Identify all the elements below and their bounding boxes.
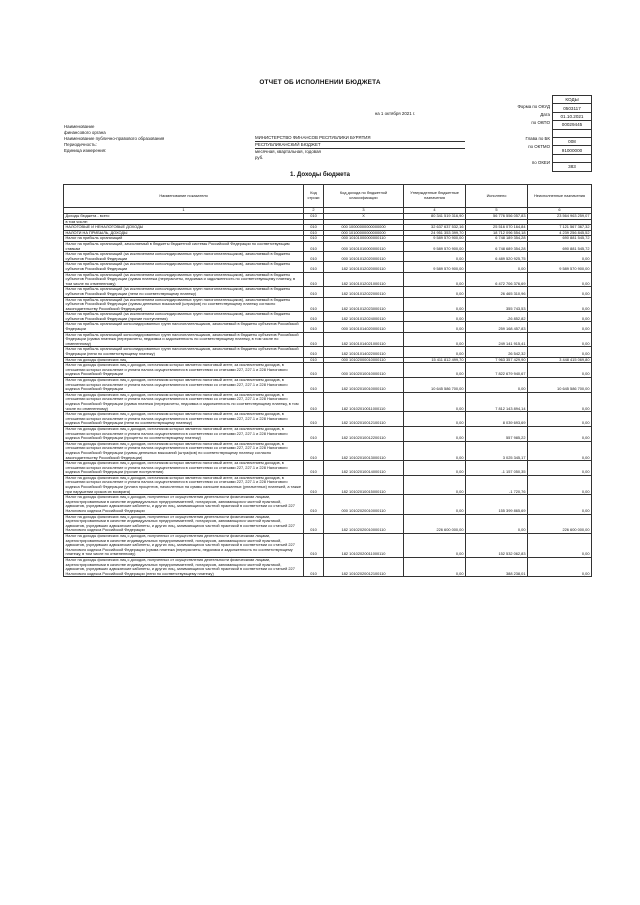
cell-line: 010 [304, 461, 324, 476]
cell-code: 000 10101014020000110 [324, 322, 404, 332]
cell-name: Налог на доходы физических лиц с доходов, полученных от осуществления деятельности физическими лицами, зарегистрированными в качестве индивидуальных предпринимателей, нотариусов, занимающихся частной практикой, адвокатов, учредивших адвокатские кабинеты, и других лиц, занимающихся частной практикой в соответствии со статьей 227 Налогового кодекса Российской Федерации (сумма платежа (перерасчеты, недоимка и задолженность по соответствующему платежу, в том числе по отмененному) [64, 534, 304, 558]
cell-approved: 0,00 [404, 426, 466, 441]
table-row [64, 241, 592, 251]
header-value: РЕСПУБЛИКАНСКИЙ БЮДЖЕТ [255, 142, 465, 149]
cell-line: 010 [304, 534, 324, 558]
table-row [64, 426, 592, 441]
cell-rest: 0,00 [528, 441, 592, 460]
cell-line: 010 [304, 272, 324, 287]
cell-name: Налог на прибыль организаций консолидированных групп налогоплательщиков, зачисляемый в бюджеты субъектов Российской Федерации (пени по соответствующему платежу) [64, 347, 304, 357]
header-value: МИНИСТЕРСТВО ФИНАНСОВ РЕСПУБЛИКИ БУРЯТИЯ [255, 135, 465, 142]
cell-code: 182 10101012022000110 [324, 287, 404, 297]
cell-code: 000 10101000000000110 [324, 236, 404, 242]
cell-done: 8 039 693,69 [466, 412, 528, 427]
table-row [64, 412, 592, 427]
table-row [64, 297, 592, 312]
cell-done: 6 748 689 354,28 [466, 241, 528, 251]
cell-rest: 0,00 [528, 363, 592, 378]
cell-approved: 9 589 570 900,00 [404, 262, 466, 272]
cell-code: 000 10000000000000000 [324, 225, 404, 231]
cell-line: 010 [304, 322, 324, 332]
cell-code: 182 10102010014000110 [324, 461, 404, 476]
cell-done: 6 472 706 376,69 [466, 272, 528, 287]
cell-code: X [324, 214, 404, 220]
cell-approved: 10 645 586 700,00 [404, 378, 466, 393]
cell-code: 000 10102000010000110 [324, 357, 404, 363]
cell-code: 182 10102010012200110 [324, 426, 404, 441]
table-row [64, 272, 592, 287]
cell-approved: 24 951 353 399,70 [404, 230, 466, 236]
cell-line: 010 [304, 357, 324, 363]
cell-name: НАЛОГОВЫЕ И НЕНАЛОГОВЫЕ ДОХОДЫ [64, 225, 304, 231]
cell-rest: 690 881 545,72 [528, 236, 592, 242]
table-row [64, 322, 592, 332]
index-cell: 2 [304, 208, 324, 214]
code-label [470, 95, 550, 103]
cell-done: -1 720,76 [466, 475, 528, 494]
table-row [64, 441, 592, 460]
index-cell: 5 [466, 208, 528, 214]
cell-code: 182 10101012023000110 [324, 297, 404, 312]
cell-line: 010 [304, 241, 324, 251]
cell-code: 182 10102010011000110 [324, 392, 404, 411]
cell-done: 155 399 865,69 [466, 495, 528, 514]
table-row [64, 287, 592, 297]
cell-rest: 0,00 [528, 534, 592, 558]
col-code-header: Код дохода по бюджетной классификации [324, 185, 404, 208]
cell-approved: 0,00 [404, 322, 466, 332]
code-label: Глава по БК [525, 136, 550, 141]
cell-approved: 9 589 570 900,00 [404, 236, 466, 242]
cell-line: 010 [304, 514, 324, 533]
code-label: Дата [540, 112, 550, 117]
cell-approved: 0,00 [404, 534, 466, 558]
table-row [64, 557, 592, 576]
index-cell: 1 [64, 208, 304, 214]
cell-name: Налог на прибыль организаций консолидированных групп налогоплательщиков, зачисляемый в бюджеты субъектов Российской Федерации [64, 322, 304, 332]
cell-name: Налог на доходы физических лиц с доходов, источником которых является налоговый агент, за исключением доходов, в отношении которых исчисление и уплата налога осуществляются в соответствии со статьями 227, 227.1 и 228 Налогового кодекса Российской Федерации (сумма платежа (перерасчеты, недоимка и задолженность по соответствующему платежу, в том числе по отмененному) [64, 392, 304, 411]
table-row [64, 534, 592, 558]
cell-rest: 0,00 [528, 312, 592, 322]
cell-code: 182 10101012021000110 [324, 272, 404, 287]
cell-approved: 0,00 [404, 475, 466, 494]
cell-rest: 0,00 [528, 297, 592, 312]
cell-rest: 0,00 [528, 412, 592, 427]
table-row [64, 312, 592, 322]
cell-approved: 0,00 [404, 312, 466, 322]
table-row [64, 252, 592, 262]
cell-line: 010 [304, 378, 324, 393]
table-row [64, 363, 592, 378]
header-label: Наименование [64, 124, 95, 129]
cell-done: 152 532 062,83 [466, 534, 528, 558]
cell-name: Налог на прибыль организаций (за исключением консолидированных групп налогоплательщиков), зачисляемый в бюджеты субъектов Российской Федерации [64, 262, 304, 272]
cell-name: Налог на доходы физических лиц с доходов, источником которых является налоговый агент, за исключением доходов, в отношении которых исчисление и уплата налога осуществляются в соответствии со статьями 227, 227.1 и 228 Налогового кодекса Российской Федерации (пени по соответствующему платежу) [64, 412, 304, 427]
code-labels [470, 95, 550, 167]
cell-code: 000 10102020010000110 [324, 495, 404, 514]
cell-done: 7 963 357 429,90 [466, 357, 528, 363]
cell-rest: 0,00 [528, 347, 592, 357]
cell-rest: 0,00 [528, 392, 592, 411]
cell-line: 010 [304, 332, 324, 347]
cell-rest: 0,00 [528, 557, 592, 576]
report-date: на 1 октября 2021 г. [374, 111, 416, 116]
cell-done: 557 985,22 [466, 426, 528, 441]
cell-approved: 0,00 [404, 287, 466, 297]
col-name-header: Наименование показателя [64, 185, 304, 208]
cell-name: Налог на доходы физических лиц с доходов, источником которых является налоговый агент, за исключением доходов, в отношении которых исчисление и уплата налога осуществляются в соответствии со статьями 227, 227.1 и 228 Налогового кодекса Российской Федерации (проценты по соответствующему платежу) [64, 426, 304, 441]
cell-rest: 9 589 570 900,00 [528, 262, 592, 272]
cell-name: Налог на прибыль организаций, зачисляемый в бюджеты бюджетной системы Российской Федерации по соответствующим ставкам [64, 241, 304, 251]
cell-line: 010 [304, 287, 324, 297]
cell-rest: 0,00 [528, 475, 592, 494]
cell-code: 000 10101010000000110 [324, 241, 404, 251]
code-label: по ОКТМО [528, 144, 550, 149]
cell-done: 0,00 [466, 262, 528, 272]
section-title: 1. Доходы бюджета [290, 171, 350, 178]
code-cell: 01.10.2021 [553, 112, 592, 120]
cell-code: 182 10101014021000110 [324, 332, 404, 347]
cell-approved: 32 637 637 532,16 [404, 225, 466, 231]
cell-approved: 0,00 [404, 347, 466, 357]
cell-line: 010 [304, 225, 324, 231]
cell-code: 182 10102010012100110 [324, 412, 404, 427]
cell-done: 56 776 556 057,83 [466, 214, 528, 220]
cell-line: 010 [304, 312, 324, 322]
code-cell: 008 [553, 137, 592, 145]
cell-done: 3 025 345,17 [466, 441, 528, 460]
cell-code: 000 10102010010000110 [324, 363, 404, 378]
code-label [470, 127, 550, 135]
table-row [64, 332, 592, 347]
cell-done: -1 157 050,35 [466, 461, 528, 476]
cell-done: 0,00 [466, 378, 528, 393]
code-label: по ОКПО [531, 120, 550, 125]
cell-done: -26 852,82 [466, 312, 528, 322]
code-label: по ОКЕИ [531, 160, 550, 165]
col-line-header: Код строки [304, 185, 324, 208]
index-cell: 4 [404, 208, 466, 214]
code-cell [553, 154, 592, 162]
cell-line: 010 [304, 475, 324, 494]
cell-line: 010 [304, 557, 324, 576]
cell-approved: 0,00 [404, 495, 466, 514]
cell-name: Налог на прибыль организаций консолидированных групп налогоплательщиков, зачисляемый в бюджеты субъектов Российской Федерации (сумма платежа (перерасчеты, недоимка и задолженность по соответствующему платежу, в том числе по отмененному) [64, 332, 304, 347]
cell-code: 182 10102010015000110 [324, 475, 404, 494]
table-row [64, 514, 592, 533]
cell-name: Налог на доходы физических лиц с доходов, источником которых является налоговый агент, за исключением доходов, в отношении которых исчисление и уплата налога осуществляются в соответствии со статьями 227, 227.1 и 228 Налогового кодекса Российской Федерации (прочие поступления) [64, 461, 304, 476]
header-value: руб. [255, 155, 264, 160]
cell-rest: 0,00 [528, 252, 592, 262]
cell-name: Налог на доходы физических лиц [64, 357, 304, 363]
header-label: Единица измерения: [64, 148, 107, 153]
cell-name: Налог на доходы физических лиц с доходов, полученных от осуществления деятельности физическими лицами, зарегистрированными в качестве индивидуальных предпринимателей, нотариусов, занимающихся частной практикой, адвокатов, учредивших адвокатские кабинеты, и других лиц, занимающихся частной практикой в соответствии со статьей 227 Налогового кодекса Российской Федерации [64, 514, 304, 533]
cell-rest: 0,00 [528, 495, 592, 514]
cell-approved: 0,00 [404, 392, 466, 411]
table-row [64, 495, 592, 514]
col-done-header: Исполнено [466, 185, 528, 208]
code-cell: 383 [553, 163, 592, 171]
table-row [64, 475, 592, 494]
code-cell: 91000000 [553, 146, 592, 154]
index-cell: 6 [528, 208, 592, 214]
cell-line: 010 [304, 214, 324, 220]
cell-done: 355 743,53 [466, 297, 528, 312]
cell-done: 26 465 310,96 [466, 287, 528, 297]
table-row [64, 392, 592, 411]
cell-code: 000 10100000000000000 [324, 230, 404, 236]
cell-rest: 3 448 415 069,80 [528, 357, 592, 363]
cell-line: 010 [304, 347, 324, 357]
table-row [64, 378, 592, 393]
table-row [64, 461, 592, 476]
cell-code: 182 10102010010000110 [324, 378, 404, 393]
cell-line: 010 [304, 297, 324, 312]
header-label: финансового органа [64, 130, 106, 135]
cell-name: Налог на прибыль организаций (за исключением консолидированных групп налогоплательщиков), зачисляемый в бюджеты субъектов Российской Федерации (пени по соответствующему платежу) [64, 287, 304, 297]
cell-line: 010 [304, 392, 324, 411]
cell-approved: 0,00 [404, 557, 466, 576]
header-label: Наименование публично-правового образования [64, 136, 165, 141]
cell-rest: 226 600 000,00 [528, 514, 592, 533]
cell-approved: 9 589 570 900,00 [404, 241, 466, 251]
cell-approved: 0,00 [404, 412, 466, 427]
cell-name: Налог на доходы физических лиц с доходов, источником которых является налоговый агент, за исключением доходов, в отношении которых исчисление и уплата налога осуществляются в соответствии со статьями 227, 227.1 и 228 Налогового кодекса Российской Федерации (уплата процентов, начисленных на суммы излишне взысканных (уплаченных) платежей, а также при нарушении сроков их возврата) [64, 475, 304, 494]
code-cell: 0503117 [553, 104, 592, 112]
cell-code: 182 10102010013000110 [324, 441, 404, 460]
cell-code: 182 10102020012100110 [324, 557, 404, 576]
cell-code: 182 10101014022000110 [324, 347, 404, 357]
cell-name: Налог на доходы физических лиц с доходов, полученных от осуществления деятельности физическими лицами, зарегистрированными в качестве индивидуальных предпринимателей, нотариусов, занимающихся частной практикой, адвокатов, учредивших адвокатские кабинеты, и других лиц, занимающихся частной практикой в соответствии со статьей 227 Налогового кодекса Российской Федерации [64, 495, 304, 514]
cell-approved: 0,00 [404, 252, 466, 262]
header-label: Периодичность: [64, 142, 97, 147]
code-label: Форма по ОКУД [517, 104, 550, 109]
cell-line: 010 [304, 441, 324, 460]
cell-done: 7 812 143 894,14 [466, 392, 528, 411]
cell-done: 18 712 096 554,18 [466, 230, 528, 236]
col-approved-header: Утвержденные бюджетные назначения [404, 185, 466, 208]
header-labels [64, 124, 244, 154]
cell-code: 182 10101012024000110 [324, 312, 404, 322]
cell-code: 182 10102020011000110 [324, 534, 404, 558]
code-label [470, 151, 550, 159]
cell-code: 182 10101012020000110 [324, 262, 404, 272]
cell-name: Налог на прибыль организаций (за исключением консолидированных групп налогоплательщиков), зачисляемый в бюджеты субъектов Российской Федерации (суммы денежных взысканий (штрафов) по соответствующему платежу согласно законодательству Российской Федерации) [64, 297, 304, 312]
cell-rest: 0,00 [528, 287, 592, 297]
cell-rest: 7 121 567 367,32 [528, 225, 592, 231]
cell-name: Налог на доходы физических лиц с доходов, полученных от осуществления деятельности физическими лицами, зарегистрированными в качестве индивидуальных предпринимателей, нотариусов, занимающихся частной практикой, адвокатов, учредивших адвокатские кабинеты, и других лиц, занимающихся частной практикой в соответствии со статьей 227 Налогового кодекса Российской Федерации (пени по соответствующему платежу) [64, 557, 304, 576]
cell-done: 388 238,01 [466, 557, 528, 576]
col-rest-header: Неисполненные назначения [528, 185, 592, 208]
cell-name: НАЛОГИ НА ПРИБЫЛЬ, ДОХОДЫ [64, 230, 304, 236]
report-title: ОТЧЕТ ОБ ИСПОЛНЕНИИ БЮДЖЕТА [259, 79, 381, 86]
cell-line: 010 [304, 426, 324, 441]
cell-line: 010 [304, 262, 324, 272]
table-row [64, 347, 592, 357]
codes-table [552, 95, 592, 172]
cell-done: 26 542,32 [466, 347, 528, 357]
code-cell: КОДЫ [553, 96, 592, 104]
cell-rest: 0,00 [528, 322, 592, 332]
cell-done: 6 489 520 925,75 [466, 252, 528, 262]
cell-name: в том числе: [64, 219, 304, 225]
cell-name: Налог на прибыль организаций (за исключением консолидированных групп налогоплательщиков), зачисляемый в бюджеты субъектов Российской Федерации (прочие поступления) [64, 312, 304, 322]
header-value: месячная, квартальная, годовая [255, 149, 321, 154]
cell-rest: 0,00 [528, 426, 592, 441]
cell-line: 010 [304, 495, 324, 514]
cell-name: Налог на доходы физических лиц с доходов, источником которых является налоговый агент, за исключением доходов, в отношении которых исчисление и уплата налога осуществляются в соответствии со статьями 227, 227.1 и 228 Налогового кодекса Российской Федерации (суммы денежных взысканий (штрафов) по соответствующему платежу согласно законодательству Российской Федерации) [64, 441, 304, 460]
cell-approved: 0,00 [404, 297, 466, 312]
cell-rest: 10 645 586 700,00 [528, 378, 592, 393]
cell-done: 0,00 [466, 514, 528, 533]
cell-rest: 23 564 963 259,07 [528, 214, 592, 220]
table-header-row [64, 185, 592, 208]
cell-approved: 0,00 [404, 461, 466, 476]
cell-name: Доходы бюджета - всего [64, 214, 304, 220]
cell-line: 010 [304, 412, 324, 427]
header-values [255, 129, 465, 161]
cell-approved: 15 411 812 499,70 [404, 357, 466, 363]
cell-line: 010 [304, 236, 324, 242]
cell-name: Налог на доходы физических лиц с доходов, источником которых является налоговый агент, за исключением доходов, в отношении которых исчисление и уплата налога осуществляются в соответствии со статьями 227, 227.1 и 228 Налогового кодекса Российской Федерации [64, 378, 304, 393]
income-table [63, 184, 592, 577]
cell-line: 010 [304, 230, 324, 236]
cell-line: 010 [304, 252, 324, 262]
cell-approved: 0,00 [404, 441, 466, 460]
cell-approved: 80 341 519 316,90 [404, 214, 466, 220]
cell-rest: 4 239 256 845,52 [528, 230, 592, 236]
cell-approved: 226 600 000,00 [404, 514, 466, 533]
cell-code: 182 10102020010000110 [324, 514, 404, 533]
cell-rest: 0,00 [528, 332, 592, 347]
cell-name: Налог на прибыль организаций [64, 236, 304, 242]
cell-approved: 0,00 [404, 272, 466, 287]
cell-rest: 0,00 [528, 461, 592, 476]
cell-rest: 0,00 [528, 272, 592, 287]
cell-approved: 0,00 [404, 363, 466, 378]
cell-approved: 0,00 [404, 332, 466, 347]
table-row [64, 262, 592, 272]
cell-code: 000 10101012020000110 [324, 252, 404, 262]
cell-name: Налог на прибыль организаций (за исключением консолидированных групп налогоплательщиков), зачисляемый в бюджеты субъектов Российской Федерации (сумма платежа (перерасчеты, недоимка и задолженность по соответствующему платежу, в том числе по отмененному) [64, 272, 304, 287]
code-cell [553, 129, 592, 137]
cell-done: 249 141 915,41 [466, 332, 528, 347]
cell-line: 010 [304, 363, 324, 378]
cell-done: 259 168 457,83 [466, 322, 528, 332]
cell-name: Налог на прибыль организаций (за исключением консолидированных групп налогоплательщиков), зачисляемый в бюджеты субъектов Российской Федерации [64, 252, 304, 262]
cell-done: 7 822 679 940,67 [466, 363, 528, 378]
cell-done: 25 516 070 164,84 [466, 225, 528, 231]
index-cell: 3 [324, 208, 404, 214]
code-cell: 00029445 [553, 121, 592, 129]
cell-done: 6 748 189 354,28 [466, 236, 528, 242]
cell-name: Налог на доходы физических лиц с доходов, источником которых является налоговый агент, за исключением доходов, в отношении которых исчисление и уплата налога осуществляются в соответствии со статьями 227, 227.1 и 228 Налогового кодекса Российской Федерации [64, 363, 304, 378]
cell-rest: 690 881 545,72 [528, 241, 592, 251]
